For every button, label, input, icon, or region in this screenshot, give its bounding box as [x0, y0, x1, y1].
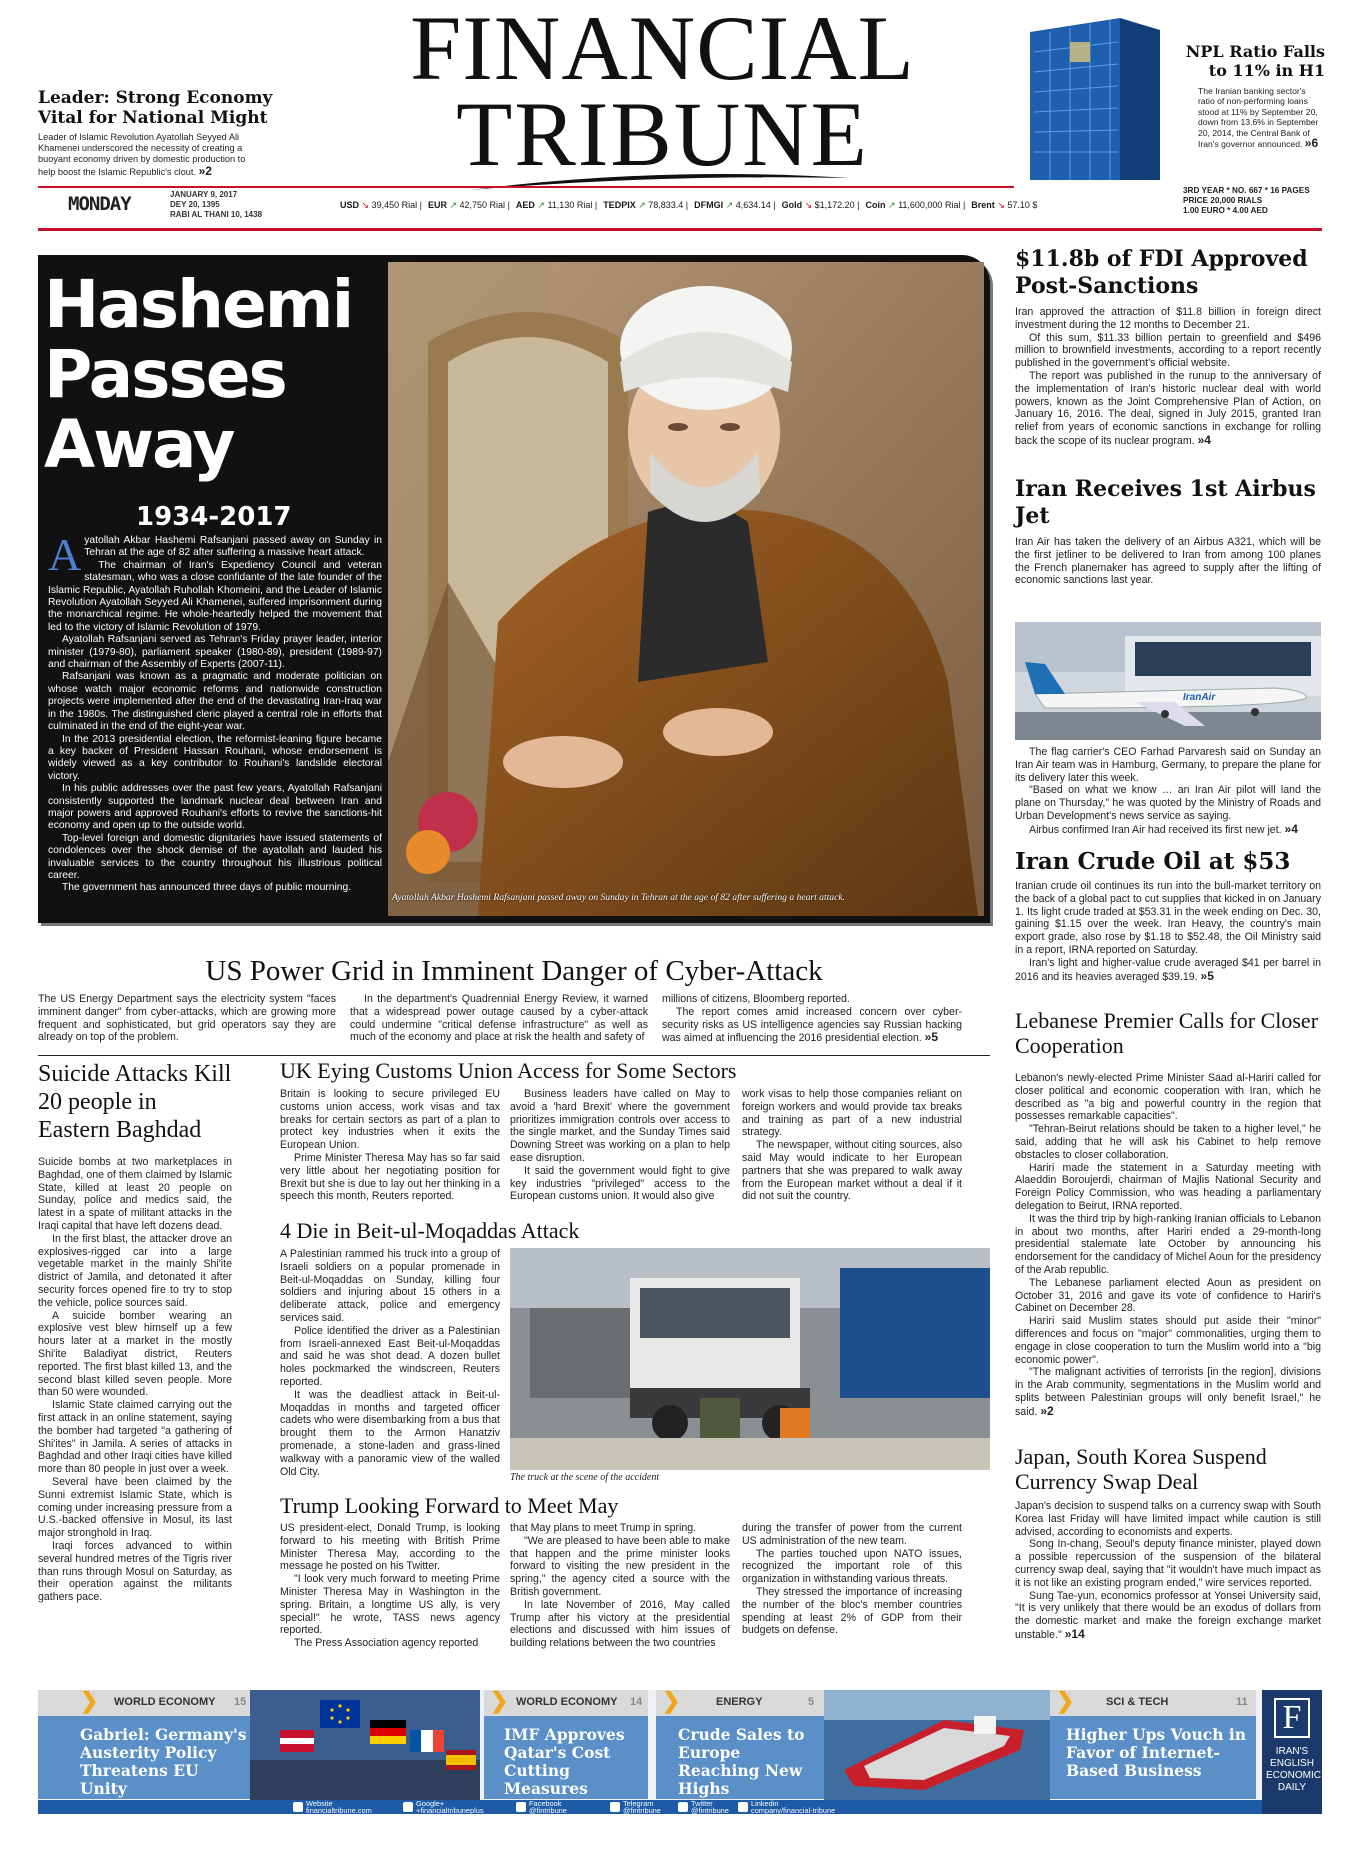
page-ref[interactable]: »4 [1284, 821, 1298, 836]
masthead-swoosh [470, 170, 850, 192]
leader-teaser-headline[interactable]: Leader: Strong Economy Vital for National Might [38, 88, 273, 128]
chevron-icon: ❯ [80, 1688, 99, 1713]
social-handle: +financialtribuneplus [416, 1806, 484, 1815]
ticker-value: 11,130 Rial [547, 200, 593, 210]
trend-up-icon: ↗ [885, 200, 899, 210]
ticker-label: USD [340, 200, 360, 210]
social-handle: financialtribune.com [306, 1806, 372, 1815]
social-label: Telegram [623, 1799, 654, 1808]
japan-body: Japan's decision to suspend talks on a currency swap with South Korea last Friday will have limited impact while caution is still advised, according to economists and experts. Song In-chang, Seoul's deputy finance minister, played down a possible repercussion of the suspension of the bilateral currency swap deal, saying that "it wouldn't have much impact as it is not like an existing program ended," wire services reported. Sung Tae-yun, economics professor at Yonsei University said, "It is very unlikely that there would be an exodus of dollars from the domestic market and make the foreign exchange market unstable." »14 [1015, 1500, 1321, 1641]
leader-teaser-text: Leader of Islamic Revolution Ayatollah Seyyed Ali Khamenei underscored the necessity of creating a buoyant economy driven by domestic production to help boost the Islamic Republic's clout. »2 [38, 132, 246, 178]
social-link[interactable] [516, 1800, 567, 1814]
social-label: Website [306, 1799, 333, 1808]
promo-1-title[interactable]: Gabriel: Germany's Austerity Policy Threatens EU Unity [80, 1725, 247, 1798]
social-handle: @fintribune [691, 1806, 729, 1815]
trend-up-icon: ↗ [446, 200, 460, 210]
power-grid-col3: millions of citizens, Bloomberg reported. The report comes amid increased concern over cyber-security risks as US intelligence agencies say Russian hacking was aimed at influencing the 2016 presidential election. »5 [662, 993, 962, 1045]
social-label: Linkedin [751, 1799, 779, 1808]
chevron-icon: ❯ [1056, 1688, 1075, 1713]
social-label: Facebook [529, 1799, 562, 1808]
truck-caption: The truck at the scene of the accident [510, 1472, 660, 1483]
power-grid-col2: In the department's Quadrennial Energy Review, it warned that a widespread power outage caused by a cyber-attack could undermine "critical defense infrastructure" as well as much of the economy and place at risk the health and safety of [350, 993, 648, 1044]
ticker-label: AED [515, 200, 535, 210]
ticker-separator: | [854, 200, 860, 210]
truck-photo [510, 1248, 990, 1470]
crude-story [1015, 848, 1321, 983]
npl-teaser-headline[interactable]: NPL Ratio Falls to 11% in H1 [1185, 42, 1325, 80]
ticker-item [866, 200, 966, 214]
japan-story [1015, 1444, 1321, 1642]
social-handle: company/financial-tribune [751, 1806, 836, 1815]
lead-photo-caption: Ayatollah Akbar Hashemi Rafsanjani passed away on Sunday in Tehran at the age of 82 after suffering a heart attack. [392, 892, 846, 903]
telegram-icon [610, 1802, 620, 1812]
social-link[interactable] [610, 1800, 661, 1814]
facebook-icon [516, 1802, 526, 1812]
ticker-label: Gold [781, 200, 803, 210]
beit-headline[interactable]: 4 Die in Beit-ul-Moqaddas Attack [280, 1218, 580, 1243]
ticker-separator: | [417, 200, 422, 210]
page-ref[interactable]: »2 [1040, 1403, 1054, 1418]
ticker-item [782, 200, 860, 214]
social-links [38, 1800, 1262, 1814]
ticker-item [516, 200, 597, 214]
social-handle: @fintribune [529, 1806, 567, 1815]
market-ticker [340, 200, 1038, 214]
promo-tag-3: ❯ ENERGY 5 [656, 1690, 824, 1716]
uk-col1: Britain is looking to secure privileged EU customs union access, work visas and tax breaks for certain sectors as part of a plan to protect key industries when it exits the European Union. Prime Minister Theresa May has so far said very little about her negotiating position for Brexit but she is due to lay out her thinking in a speech this month, Reuters reported. [280, 1088, 500, 1203]
japan-headline[interactable]: Japan, South Korea Suspend Currency Swap Deal [1015, 1444, 1267, 1494]
ticker-value: 78,833.4 [648, 200, 684, 210]
social-link[interactable] [403, 1800, 484, 1814]
lebanon-story [1015, 1008, 1321, 1419]
trump-col1: US president-elect, Donald Trump, is looking forward to his meeting with British Prime Minister Theresa May, according to the message he posted on his Twitter. "I look very much forward to meeting Prime Minister Theresa May in Washington in the spring. Britain, a longtime US ally, is very special!" he wrote, TASS news agency reported. The Press Association agency reported [280, 1522, 500, 1650]
promo-3-title[interactable]: Crude Sales to Europe Reaching New Highs [678, 1725, 805, 1798]
page-ref[interactable]: »14 [1064, 1626, 1085, 1641]
lead-drop-cap: A [48, 529, 82, 580]
airbus-headline[interactable]: Iran Receives 1st Airbus Jet [1015, 476, 1316, 529]
airbus-body-top: Iran Air has taken the delivery of an Airbus A321, which will be the first jetliner to be delivered to Iran from among 100 planes the French planemaker has agreed to supply after the lifting of economic sanctions last year. [1015, 536, 1321, 587]
ticker-item [694, 200, 775, 214]
lead-headline: Hashemi Passes Away [44, 266, 353, 483]
lead-photo [388, 262, 984, 916]
trend-up-icon: ↗ [723, 200, 736, 210]
lead-years: 1934-2017 [136, 502, 292, 532]
ticker-item [340, 200, 422, 214]
suicide-body: Suicide bombs at two marketplaces in Baghdad, one of them claimed by Islamic State, killed at least 20 people on Sunday, police and medics said, the latest in a spate of militant attacks in the Iraqi capital that have left dozens dead. In the first blast, the attacker drove an explosives-rigged car into a large vegetable market in the mainly Shi'ite district of Jamila, and detonated it after security forces opened fire to try to stop the vehicle, police sources said. A suicide bomber wearing an explosive vest blew himself up a few hours later at a market in the mostly Shi'ite Baladiyat district, Reuters reported. The first blast killed 13, and the second blast killed seven people. More than 50 were wounded. Islamic State claimed carrying out the first attack in an online statement, saying the bomber had targeted "a gathering of Shi'ites" in Jamila. A series of attacks in Baghdad and other Iraqi cities have killed more than 80 people in just over a week. Several have been claimed by the Sunni extremist Islamic State, which is coming under increasing pressure from a U.S.-backed offensive in Mosul, its last major stronghold in Iraq. Iraqi forces advanced to within several hundred metres of the Tigris river than runs through Mosul on Saturday, as their operation against the militants gathers pace. [38, 1156, 232, 1604]
trump-headline[interactable]: Trump Looking Forward to Meet May [280, 1493, 619, 1518]
masthead [0, 0, 1359, 219]
airbus-story [1015, 476, 1321, 587]
masthead-title-line1: FINANCIAL [410, 0, 915, 99]
airbus-body-bottom: The flag carrier's CEO Farhad Parvaresh said on Sunday an Iran Air team was in Hamburg, Germany, to prepare the plane for its delivery later this week. "Based on what we know … an Iran Air pilot will land the plane on Thursday," he was quoted by the Ministry of Roads and Urban Development's news service as saying. Airbus confirmed Iran Air had received its first new jet. »4 [1015, 746, 1321, 836]
ticker-separator: | [960, 200, 966, 210]
day-label: MONDAY [68, 193, 131, 215]
ticker-value: 42,750 Rial [459, 200, 506, 210]
social-link[interactable] [738, 1800, 835, 1814]
social-label: Twitter [691, 1799, 713, 1808]
trend-down-icon: ↘ [802, 200, 815, 210]
social-handle: @fintribune [623, 1806, 661, 1815]
brand-logo-letter: F [1274, 1698, 1310, 1738]
trump-col2: that May plans to meet Trump in spring. "We are pleased to have been able to make that happen and the prime minister looks forward to visiting the new president in the spring," the agency cited a source with the British government. In late November of 2016, May called Trump after his victory at the presidential elections and discussed with him issues of building relations between the two countries [510, 1522, 730, 1650]
trump-col3: during the transfer of power from the current US administration of the new team. The parties touched upon NATO issues, recognized the important role of this organization in withstanding various threats. They stressed the importance of increasing the number of the bloc's member countries spending at least 2% of GDP from their budgets on defense. [742, 1522, 962, 1637]
ticker-item [971, 200, 1037, 214]
npl-teaser-text: The Iranian banking sector's ratio of non-performing loans stood at 11% by September 20, down from 13.6% in September 20, 2014, the Central Bank of Iran's governor announced. »6 [1198, 86, 1319, 151]
power-grid-col1: The US Energy Department says the electricity system "faces imminent danger" from cyber-attacks, which are growing more frequent and sophisticated, but grid operators say they are already on top of the problem. [38, 993, 336, 1044]
ticker-item [603, 200, 688, 214]
lead-body: Ayatollah Akbar Hashemi Rafsanjani passed away on Sunday in Tehran at the age of 82 after suffering a massive heart attack. The chairman of Iran's Expediency Council and veteran statesman, who was a close confidante of the late founder of the Islamic Republic, Ayatollah Ruhollah Khomeini, and the Leader of Islamic Revolution Ayatollah Seyyed Ali Khamenei, suffered imprisonment during the monarchical regime. He whole-heartedly helped the movement that led to the victory of Islamic Revolution of 1979. Ayatollah Rafsanjani served as Tehran's Friday prayer leader, interior minister (1979-80), parliament speaker (1980-89), president (1989-97) and chairman of the Assembly of Experts (2007-11). Rafsanjani was known as a pragmatic and moderate politician on whose watch major economic reforms and nationwide construction projects were implemented after the end of the devastating Iran-Iraq war in the 1980s. The distinguished cleric played a central role in efforts that culminated in the end of the eight-year war. In the 2013 presidential election, the reformist-leaning figure became a key backer of President Hassan Rouhani, whose endorsement is widely viewed as a key contributor to Rouhani's landslide electoral victory. In his public addresses over the past few years, Ayatollah Rafsanjani consistently supported the landmark nuclear deal between Iran and major powers and approved Rouhani's efforts to revive the sanctions-hit economy and open up to the outside world. Top-level foreign and domestic dignitaries have issued statements of condolences over the shock demise of the ayatollah and lauded his invaluable services to the country throughout his illustrious political career. The government has announced three days of public mourning. [48, 529, 382, 894]
googleplus-icon [403, 1802, 413, 1812]
ticker-separator: | [592, 200, 598, 210]
fdi-body: Iran approved the attraction of $11.8 billion in foreign direct investment during the 12 months to December 21. Of this sum, $11.33 billion pertain to greenfield and $496 million to brownfield investments, according to a report recently published in the government's official website. The report was published in the runup to the anniversary of the implementation of Iran's historic nuclear deal with world powers, known as the Joint Comprehensive Plan of Action, on January 16, 2016. The deal, signed in July 2015, granted Iran relief from years of economic sanctions in exchange for rolling back the scope of its nuclear program. »4 [1015, 306, 1321, 447]
page-ref[interactable]: »5 [1200, 968, 1214, 983]
ticker-value: $1,172.20 [814, 200, 855, 210]
twitter-icon [678, 1802, 688, 1812]
linkedin-icon [738, 1802, 748, 1812]
website-icon [293, 1802, 303, 1812]
ticker-label: Coin [865, 200, 886, 210]
chevron-icon: ❯ [490, 1688, 509, 1713]
power-grid-headline[interactable]: US Power Grid in Imminent Danger of Cyber-Attack [205, 955, 823, 987]
page-ref[interactable]: »6 [1304, 136, 1319, 151]
uk-col2: Business leaders have called on May to avoid a 'hard Brexit' where the government prioritizes immigration controls over access to the single market, and the Sunday Times said Downing Street was working on a plan to help ease disruption. It said the government would fight to give key industries "privileged" access to the European customs union. It would also give [510, 1088, 730, 1203]
ticker-value: 39,450 Rial [371, 200, 418, 210]
ticker-item [428, 200, 510, 214]
ticker-label: DFMGI [694, 200, 724, 210]
chevron-icon: ❯ [662, 1688, 681, 1713]
promo-tag-2: ❯ WORLD ECONOMY 14 [484, 1690, 648, 1716]
page-ref[interactable]: »2 [198, 163, 212, 178]
suicide-story [38, 1060, 232, 1604]
fdi-story [1015, 246, 1321, 448]
promo-2-title[interactable]: IMF Approves Qatar's Cost Cutting Measures [504, 1725, 625, 1798]
ticker-value: 4,634.14 [735, 200, 771, 210]
page-ref[interactable]: »4 [1197, 432, 1211, 447]
issue-info: 3RD YEAR * NO. 667 * 16 PAGES PRICE 20,000 RIALS 1.00 EURO * 4.00 AED [1183, 186, 1310, 215]
masthead-bottom-rule [38, 228, 1322, 231]
uk-col3: work visas to help those companies reliant on foreign workers and would provide tax breaks and training as part of a new industrial strategy. The newspaper, without citing sources, also said May would indicate to her European partners that she was prepared to walk away from the European market without a deal if it did not suit the country. [742, 1088, 962, 1203]
lebanon-body: Lebanon's newly-elected Prime Minister Saad al-Hariri called for closer political and economic cooperation with Iran, which he described as "a big and powerful country in the region that possesses remarkable capacities". "Tehran-Beirut relations should be taken to a higher level," he said, adding that he will ask his Cabinet to help remove obstacles to closer collaboration. Hariri made the statement in a Saturday meeting with Alaeddin Boroujerdi, chairman of Majlis National Security and Foreign Policy Commission, who was heading a parliamentary delegation to Beirut, IRNA reported. It was the third trip by high-ranking Iranian officials to Lebanon in about two months, after Hariri ended a 29-month-long presidential stalemate late October by announcing his endorsement for the candidacy of Michel Aoun for the presidency of the Arab republic. The Lebanese parliament elected Aoun as president on October 31, 2016 and gave its vote of confidence to Hariri's Cabinet on December 28. Hariri said Muslim states should put aside their "minor" differences and focus on "major" commonalities, urging them to engage in close cooperation to turn the Muslim world into a "big economic power". "The malignant activities of terrorists [in the region], divisions in the Arab community, segmentations in the Muslim world and splits between Palestinian groups will only benefit Israel," he said. »2 [1015, 1072, 1321, 1418]
page-ref[interactable]: »5 [924, 1030, 939, 1045]
social-link[interactable] [678, 1800, 729, 1814]
trend-up-icon: ↗ [534, 200, 548, 210]
flags-photo [250, 1690, 480, 1800]
date-strip-top-rule [38, 186, 1014, 188]
divider [38, 1055, 990, 1056]
airbus-photo [1015, 622, 1321, 740]
ticker-label: TEDPIX [603, 200, 636, 210]
tanker-photo [824, 1690, 1050, 1800]
ticker-separator: | [770, 200, 776, 210]
crude-body: Iranian crude oil continues its run into the bull-market territory on the back of a global pact to cut supplies that kicked in on January 1. Its light crude traded at $53.31 in the week ending on Dec. 30, gaining $1.15 over the week. Iran Heavy, the country's main export grade, also rose by $1.18 to $52.48, the Oil Ministry said in a report, IRNA reported on Saturday. Iran's light and higher-value crude averaged $41 per barrel in 2016 and its heavies averaged $39.19. »5 [1015, 880, 1321, 983]
fdi-headline[interactable]: $11.8b of FDI Approved Post-Sanctions [1015, 246, 1308, 299]
promo-tag-1: ❯ WORLD ECONOMY 15 [38, 1690, 250, 1716]
trend-up-icon: ↗ [635, 200, 649, 210]
brand-tagline: IRAN'S ENGLISH ECONOMIC DAILY [1266, 1746, 1321, 1793]
date-block: JANUARY 9, 2017 DEY 20, 1395 RABI AL THANI 10, 1438 [170, 190, 263, 219]
ticker-label: EUR [427, 200, 447, 210]
promo-4-title[interactable]: Higher Ups Vouch in Favor of Internet-Based Business [1066, 1725, 1247, 1780]
masthead-title-line2: TRIBUNE [456, 83, 869, 185]
ticker-separator: | [505, 200, 510, 210]
ticker-value: 11,600,000 Rial [898, 200, 961, 210]
ticker-separator: | [683, 200, 689, 210]
promo-tag-4: ❯ SCI & TECH 11 [1050, 1690, 1256, 1716]
social-label: Google+ [416, 1799, 445, 1808]
suicide-headline[interactable]: Suicide Attacks Kill 20 people in Eastern Baghdad [38, 1061, 232, 1143]
plane-livery: IranAir [1183, 692, 1216, 703]
uk-headline[interactable]: UK Eying Customs Union Access for Some Sectors [280, 1058, 737, 1083]
ticker-value: 57.10 $ [1007, 200, 1038, 210]
trend-down-icon: ↘ [994, 200, 1008, 210]
crude-headline[interactable]: Iran Crude Oil at $53 [1015, 848, 1291, 875]
lebanon-headline[interactable]: Lebanese Premier Calls for Closer Cooperation [1015, 1008, 1319, 1058]
ticker-label: Brent [971, 200, 995, 210]
building-photo [1010, 12, 1185, 182]
beit-body: A Palestinian rammed his truck into a group of Israeli soldiers on a popular promenade in Beit-ul-Moqaddas on Sunday, killing four soldiers and injuring about 15 others in a deliberate attack, police and emergency services said. Police identified the driver as a Palestinian from Israeli-annexed East Beit-ul-Moqaddas and said he was shot dead. A dozen bullet holes pockmarked the windscreen, Reuters reported. It was the deadliest attack in Beit-ul-Moqaddas in months and targeted officer cadets who were disembarking from a bus that brought them to the Armon Hanatziv promenade, a stone-laden and grass-lined walkway with a panoramic view of the walled Old City. [280, 1248, 500, 1478]
brand-box [1262, 1690, 1322, 1814]
trend-down-icon: ↘ [359, 200, 372, 210]
social-link[interactable] [293, 1800, 372, 1814]
